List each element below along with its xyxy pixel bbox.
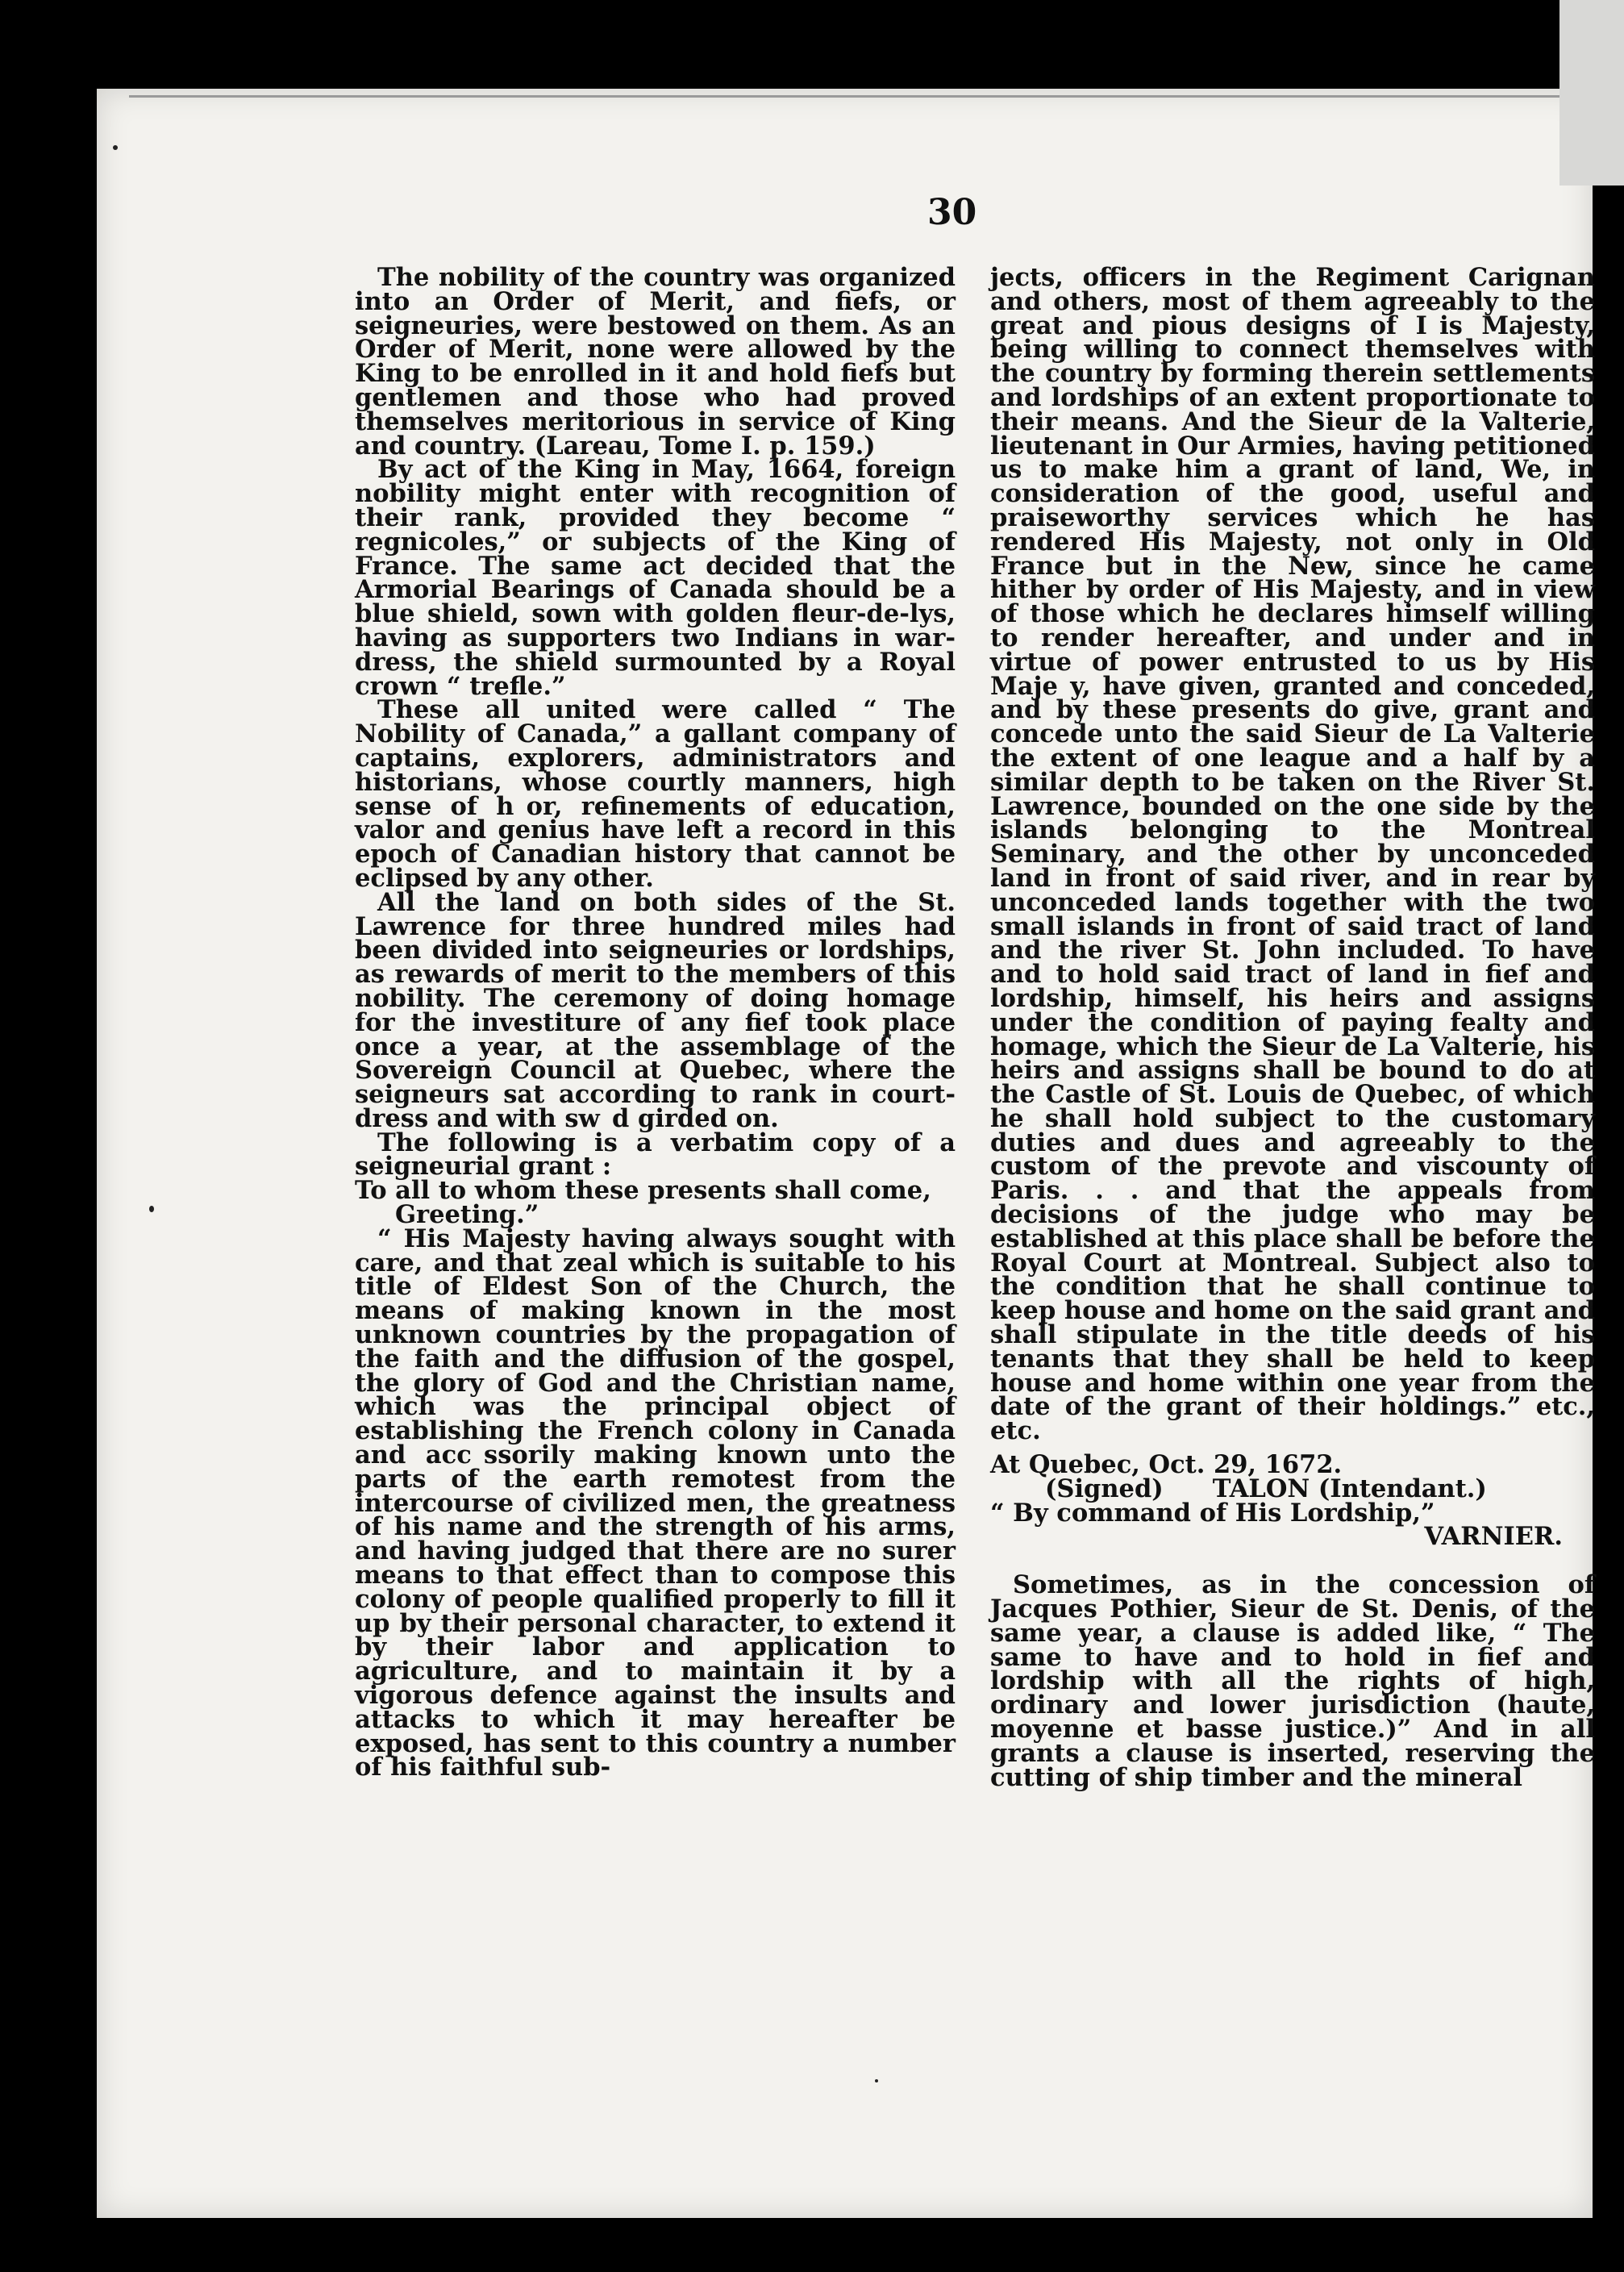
- grant-address-line: To all to whom these presents shall come,: [355, 1176, 931, 1206]
- paragraph-clause-added: Sometimes, as in the concession of Jacques Pothier, Sieur de St. Denis, of the same year, a clause is added like, “ The same to have and to hold in fief and lordship with all the rights of high, ordinary and lower jurisdiction (haute, moyenne et basse justice.)” And in all grants a clause is inserted, reserving the cutting of ship timber and the mineral: [990, 1570, 1595, 1792]
- left-column: [355, 263, 956, 1782]
- page-corner-fold: [1559, 0, 1624, 186]
- scan-speck: [149, 1206, 154, 1212]
- grant-text-opening: “ His Majesty having always sought with care, and that zeal which is suitable to his title of Eldest Son of the Church, the means of making known in the most unknown countries by the propagation of the faith and the diffusion of the gospel, the glory of God and the Christian name, which was the principal object of establishing the French colony in Canada and acc ssorily making known unto the parts of the earth remotest from the intercourse of civilized men, the greatness of his name and the strength of his arms, and having judged that there are no surer means to that effect than to compose this colony of people qualified properly to fill it up by their personal character, to extend it by their labor and application to agriculture, and to maintain it by a vigorous defence against the insults and attacks to which it may hereafter be exposed, has sent to this country a number of his faithful sub-: [355, 1224, 956, 1782]
- scan-speck: [875, 2079, 878, 2082]
- signature-block: [990, 1450, 1595, 1552]
- paragraph-nobility-of-canada: These all united were called “ The Nobility of Canada,” a gallant company of captains, explorers, administrators and historians, whose courtly manners, high sense of h or, refinements of education, valor and genius have left a record in this epoch of Canadian history that cannot be eclipsed by any other.: [355, 695, 956, 893]
- command-line: “ By command of His Lordship,”: [990, 1498, 1435, 1528]
- page-number: 30: [927, 192, 977, 233]
- secretary-name: VARNIER.: [1424, 1522, 1563, 1552]
- paragraph-seigneuries: All the land on both sides of the St. Lawrence for three hundred miles had been divided into seigneuries or lordships, as rewards of merit to the members of this nobility. The ceremony of doing homage for the investiture of any fief took place once a year, at the assemblage of the Sovereign Council at Quebec, where the seigneurs sat according to rank in court-dress and with sw d girded on.: [355, 887, 956, 1133]
- paragraph-act-of-1664: By act of the King in May, 1664, foreign nobility might enter with recognition of their rank, provided they become “ regnicoles,” or subjects of the King of France. The same act decided that the Armorial Bearings of Canada should be a blue shield, sown with golden fleur-de-lys, having as supporters two Indians in war-dress, the shield surmounted by a Royal crown “ trefle.”: [355, 455, 956, 701]
- paragraph-grant-intro: The following is a verbatim copy of a seigneurial grant :: [355, 1128, 956, 1182]
- grant-date-line: At Quebec, Oct. 29, 1672.: [990, 1450, 1343, 1480]
- signed-line: (Signed) TALON (Intendant.): [1045, 1474, 1487, 1503]
- grant-text-continued: jects, officers in the Regiment Carignan and others, most of them agreeably to the great and pious designs of I is Majesty, being willing to connect themselves with the country by forming therein settlements and lordships of an extent proportionate to their means. And the Sieur de la Valterie, lieutenant in Our Armies, having petitioned us to make him a grant of land, We, in consideration of the good, useful and praiseworthy services which he has rendered His Majesty, not only in Old France but in the New, since he came hither by order of His Majesty, and in view of those which he declares himself willing to render hereafter, and under and in virtue of power entrusted to us by His Maje y, have given, granted and conceded, and by these presents do give, grant and concede unto the said Sieur de La Valterie the extent of one league and a half by a similar depth to be taken on the River St. Lawrence, bounded on the one side by the islands belonging to the Montreal Seminary, and the other by unconceded land in front of said river, and in rear by unconceded lands together with the two small islands in front of said tract of land and the river St. John included. To have and to hold said tract of land in fief and lordship, himself, his heirs and assigns under the condition of paying fealty and homage, which the Sieur de La Valterie, his heirs and assigns shall be bound to do at the Castle of St. Louis de Quebec, of which he shall hold subject to the customary duties and dues and agreeably to the custom of the prevote and viscounty of Paris. . . and that the appeals from decisions of the judge who may be established at this place shall be before the Royal Court at Montreal. Subject also to the condition that he shall continue to keep house and home on the said grant and shall stipulate in the title deeds of his tenants that they shall be held to keep house and home within one year from the date of the grant of their holdings.” etc., etc.: [990, 263, 1595, 1446]
- page-edge-line: [129, 95, 1580, 106]
- scan-speck: [113, 145, 118, 150]
- grant-greeting: Greeting.”: [395, 1200, 539, 1230]
- right-column: [990, 263, 1595, 1792]
- paragraph-order-of-merit: The nobility of the country was organized into an Order of Merit, and fiefs, or seigneuries, were bestowed on them. As an Order of Merit, none were allowed by the King to be enrolled in it and hold fiefs but gentlemen and those who had proved themselves meritorious in service of King and country. (Lareau, Tome I. p. 159.): [355, 263, 956, 461]
